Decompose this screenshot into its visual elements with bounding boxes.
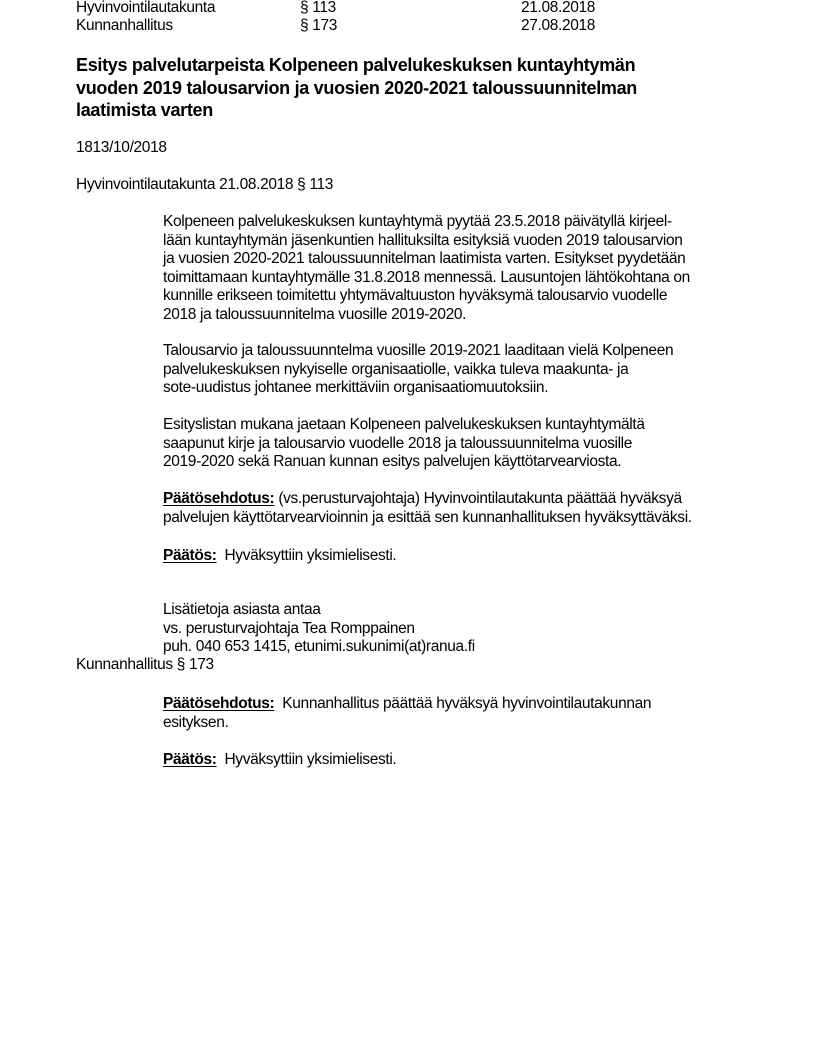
paragraph-3 xyxy=(163,416,645,472)
text-line: lään kuntayhtymän jäsenkuntien hallituksilta esityksiä vuoden 2019 talousarvion xyxy=(163,231,683,249)
decision-label: Päätös: xyxy=(163,547,217,564)
text-line: vs. perusturvajohtaja Tea Romppainen xyxy=(163,619,415,637)
text-line: Talousarvio ja taloussuunntelma vuosille 2019-2021 laaditaan vielä Kolpeneen xyxy=(163,342,674,359)
text-line: puh. 040 653 1415, etunimi.sukunimi(at)ranua.fi xyxy=(163,638,475,655)
decision-2 xyxy=(163,751,396,770)
decision-1 xyxy=(163,547,396,566)
title-line: Esitys palvelutarpeista Kolpeneen palvelukeskuksen kuntayhtymän xyxy=(76,55,636,75)
text-line: Lisätietoja asiasta antaa xyxy=(163,601,321,618)
header-body: Hyvinvointilautakunta xyxy=(76,0,216,16)
decision-text: Hyväksyttiin yksimielisesti. xyxy=(216,547,397,564)
paragraph-1 xyxy=(163,213,690,324)
text-line: ja vuosien 2020-2021 taloussuunnitelman laatimista varten. Esitykset pyydetään xyxy=(163,250,686,267)
header-body: Kunnanhallitus xyxy=(76,17,173,34)
proposal-2 xyxy=(163,695,651,732)
document-title xyxy=(76,54,637,122)
text-line: 2019-2020 sekä Ranuan kunnan esitys palvelujen käyttötarvearviosta. xyxy=(163,453,622,470)
record-number: 1813/10/2018 xyxy=(76,139,167,156)
proposal-label: Päätösehdotus: xyxy=(163,490,275,507)
title-line: laatimista varten xyxy=(76,100,213,120)
text-line: toimittamaan kuntayhtymälle 31.8.2018 mennessä. Lausuntojen lähtökohtana on xyxy=(163,268,690,286)
text-line: saapunut kirje ja talousarvio vuodelle 2018 ja taloussuunnitelma vuosille xyxy=(163,434,633,452)
meeting-heading: Kunnanhallitus § 173 xyxy=(76,656,214,673)
text-line: kunnille erikseen toimitettu yhtymävaltuuston hyväksymä talousarvio vuodelle xyxy=(163,287,668,304)
header-date: 27.08.2018 xyxy=(521,17,596,34)
proposal-text: esityksen. xyxy=(163,713,229,731)
proposal-text: palvelujen käyttötarvearvioinnin ja esittää sen kunnanhallituksen hyväksyttäväksi. xyxy=(163,508,692,526)
proposal-1 xyxy=(163,490,692,527)
title-line: vuoden 2019 talousarvion ja vuosien 2020-2021 taloussuunnitelman xyxy=(76,77,638,98)
text-line: sote-uudistus johtanee merkittäviin organisaatiomuutoksiin. xyxy=(163,379,549,396)
text-line: Esityslistan mukana jaetaan Kolpeneen palvelukeskuksen kuntayhtymältä xyxy=(163,416,645,433)
header-date: 21.08.2018 xyxy=(521,0,596,16)
proposal-text: (vs.perusturvajohtaja) Hyvinvointilautakunta päättää hyväksyä xyxy=(274,490,682,507)
contact-info xyxy=(163,601,475,657)
header-section: § 113 xyxy=(300,0,336,16)
meeting-heading: Hyvinvointilautakunta 21.08.2018 § 113 xyxy=(76,176,333,193)
decision-label: Päätös: xyxy=(163,751,217,768)
text-line: palvelukeskuksen nykyiselle organisaatiolle, vaikka tuleva maakunta- ja xyxy=(163,360,629,378)
decision-text: Hyväksyttiin yksimielisesti. xyxy=(216,751,397,768)
text-line: Kolpeneen palvelukeskuksen kuntayhtymä pyytää 23.5.2018 päivätyllä kirjeel- xyxy=(163,213,672,230)
text-line: 2018 ja taloussuunnitelma vuosille 2019-2020. xyxy=(163,305,467,323)
paragraph-2 xyxy=(163,342,673,398)
proposal-text: Kunnanhallitus päättää hyväksyä hyvinvointilautakunnan xyxy=(274,695,652,712)
header-section: § 173 xyxy=(300,17,338,34)
proposal-label: Päätösehdotus: xyxy=(163,695,275,712)
